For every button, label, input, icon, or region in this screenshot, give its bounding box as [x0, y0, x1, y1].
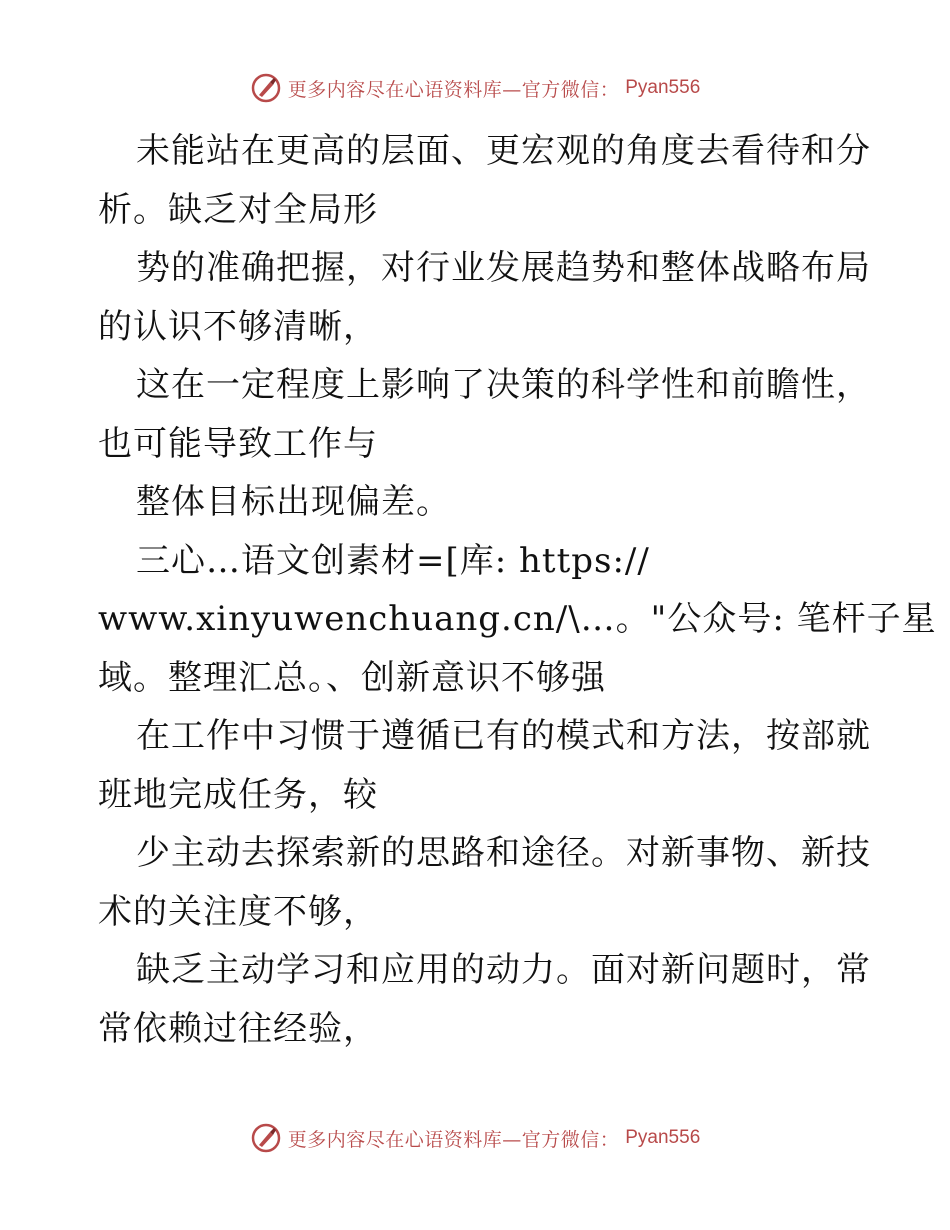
- text-line: www.xinyuwenchuang.cn/\…。"公众号: 笔杆子星: [98, 599, 937, 639]
- footer-watermark: [0, 1122, 950, 1154]
- text-line: 这在一定程度上影响了决策的科学性和前瞻性，: [136, 365, 871, 405]
- text-line: 三心…语文创素材=[库: https://: [136, 540, 650, 581]
- text-line: 术的关注度不够，: [98, 891, 378, 932]
- text-line: 整体目标出现偏差。: [136, 482, 451, 522]
- pen-logo-icon: [250, 1122, 282, 1154]
- document-body: [98, 122, 937, 1058]
- text-line: 势的准确把握，对行业发展趋势和整体战略布局: [136, 248, 871, 288]
- text-line: 在工作中习惯于遵循已有的模式和方法，按部就: [136, 716, 871, 756]
- text-line: 也可能导致工作与: [98, 423, 378, 464]
- text-line: 常依赖过往经验，: [98, 1008, 378, 1049]
- watermark-text: 更多内容尽在心语资料库—官方微信：: [287, 78, 620, 101]
- text-line: 少主动去探索新的思路和途径。对新事物、新技: [136, 833, 871, 873]
- text-line: 域。整理汇总。、创新意识不够强: [98, 657, 606, 698]
- watermark-wechat-id: Pyan556: [625, 77, 701, 98]
- watermark-wechat-id: Pyan556: [625, 1127, 701, 1148]
- text-line: 析。缺乏对全局形: [98, 189, 378, 230]
- pen-logo-icon: [250, 72, 282, 104]
- header-watermark: [0, 72, 950, 104]
- text-line: 未能站在更高的层面、更宏观的角度去看待和分: [136, 131, 871, 171]
- text-line: 班地完成任务，较: [98, 774, 378, 815]
- text-line: 的认识不够清晰，: [98, 306, 378, 347]
- text-line: 缺乏主动学习和应用的动力。面对新问题时，常: [136, 950, 871, 990]
- watermark-text: 更多内容尽在心语资料库—官方微信：: [287, 1128, 620, 1151]
